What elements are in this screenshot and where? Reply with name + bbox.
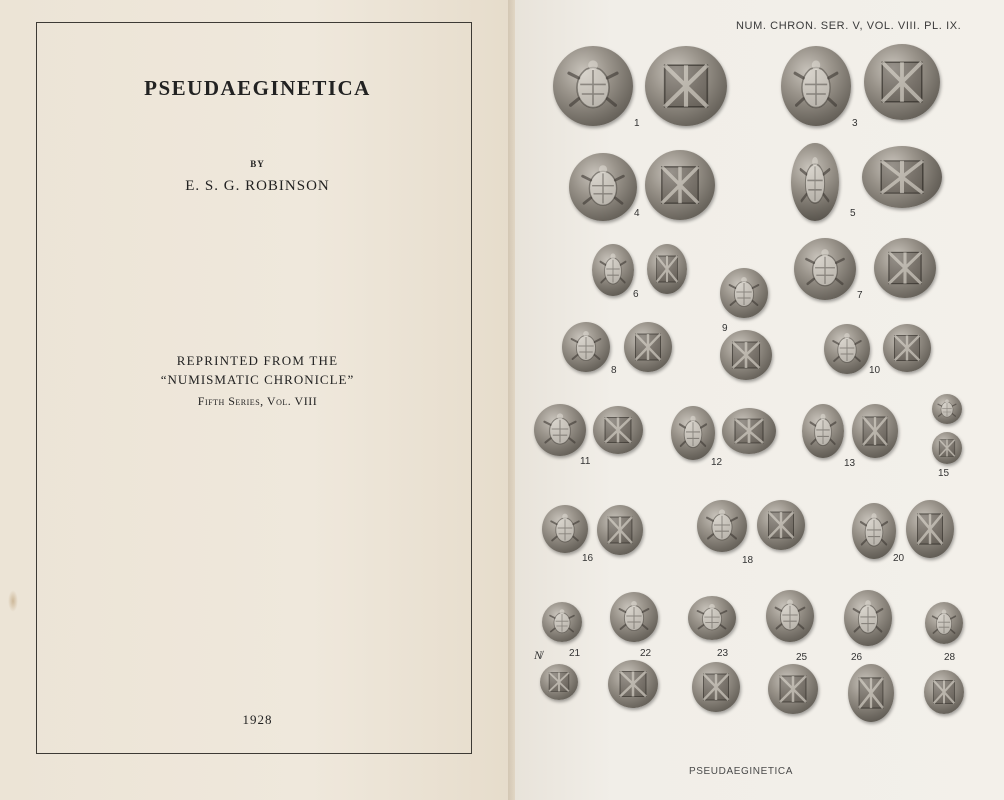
- coin-reverse-punch: [645, 46, 727, 126]
- coin-number-label: 13: [844, 458, 856, 469]
- coin-number-label: 26: [851, 652, 863, 663]
- coin-reverse-punch: [883, 324, 931, 372]
- coin-number-label: 11: [580, 456, 591, 467]
- gold-symbol: N̸: [534, 648, 543, 662]
- by-label: BY: [250, 159, 265, 169]
- plate-footer: PSEUDAEGINETICA: [689, 766, 794, 777]
- coin-reverse-punch: [608, 660, 658, 708]
- coin-reverse-punch: [597, 505, 643, 555]
- coin-number-label: 5: [850, 208, 856, 219]
- coin-obverse-turtle: [794, 238, 856, 300]
- coin-obverse-turtle: [542, 602, 582, 642]
- coin-reverse-punch: [720, 330, 772, 380]
- coin-reverse-punch: [848, 664, 894, 722]
- coin-reverse-punch: [722, 408, 776, 454]
- publication-year: 1928: [242, 712, 273, 727]
- coin-reverse-punch: [645, 150, 715, 220]
- coin-number-label: 23: [717, 648, 729, 659]
- coin-reverse-punch: [874, 238, 936, 298]
- coin-number-label: 1: [634, 118, 640, 129]
- coin-obverse-turtle: [562, 322, 610, 372]
- coin-obverse-turtle: [697, 500, 747, 552]
- coin-number-label: 16: [582, 553, 594, 564]
- coin-number-label: 7: [857, 290, 863, 301]
- coin-obverse-turtle: [688, 596, 736, 640]
- coin-reverse-punch: [692, 662, 740, 712]
- coin-number-label: 22: [640, 648, 652, 659]
- coin-number-label: 12: [711, 457, 723, 468]
- coin-reverse-punch: [647, 244, 687, 294]
- author-name: E. S. G. ROBINSON: [185, 178, 330, 194]
- coin-reverse-punch: [852, 404, 898, 458]
- coin-obverse-turtle: [542, 505, 588, 553]
- coin-number-label: 6: [633, 289, 639, 300]
- coin-number-label: 18: [742, 555, 754, 566]
- coin-obverse-turtle: [553, 46, 633, 126]
- coin-number-label: 9: [722, 323, 728, 334]
- coin-obverse-turtle: [569, 153, 637, 221]
- coin-obverse-turtle: [932, 394, 962, 424]
- coin-obverse-turtle: [534, 404, 586, 456]
- coin-number-label: 3: [852, 118, 858, 129]
- reprint-line-2: “NUMISMATIC CHRONICLE”: [160, 372, 355, 387]
- coin-obverse-turtle: [791, 143, 839, 221]
- coin-number-label: 25: [796, 652, 808, 663]
- reprint-line-1: REPRINTED FROM THE: [176, 353, 339, 368]
- coin-number-label: 4: [634, 208, 640, 219]
- coin-obverse-turtle: [852, 503, 896, 559]
- coin-obverse-turtle: [720, 268, 768, 318]
- book-title: PSEUDAEGINETICA: [144, 76, 371, 100]
- title-page-border: [36, 22, 472, 754]
- coin-reverse-punch: [906, 500, 954, 558]
- coin-reverse-punch: [924, 670, 964, 714]
- series-volume: Fifth Series, Vol. VIII: [197, 394, 318, 408]
- coin-reverse-punch: [864, 44, 940, 120]
- coin-reverse-punch: [540, 664, 578, 700]
- coin-number-label: 28: [944, 652, 956, 663]
- plate-header: NUM. CHRON. SER. V, VOL. VIII. PL. IX.: [736, 20, 962, 32]
- coin-obverse-turtle: [610, 592, 658, 642]
- coin-obverse-turtle: [766, 590, 814, 642]
- coin-obverse-turtle: [781, 46, 851, 126]
- coin-reverse-punch: [932, 432, 962, 464]
- coin-obverse-turtle: [824, 324, 870, 374]
- coin-reverse-punch: [757, 500, 805, 550]
- coin-number-label: 15: [938, 468, 950, 479]
- coin-reverse-punch: [624, 322, 672, 372]
- coin-obverse-turtle: [802, 404, 844, 458]
- coin-reverse-punch: [593, 406, 643, 454]
- coin-number-label: 20: [893, 553, 905, 564]
- coin-number-label: 21: [569, 648, 581, 659]
- coin-obverse-turtle: [592, 244, 634, 296]
- paper-stain: [8, 590, 18, 612]
- coin-obverse-turtle: [671, 406, 715, 460]
- reprint-line-3: [0, 394, 515, 409]
- coin-reverse-punch: [768, 664, 818, 714]
- coin-number-label: 10: [869, 365, 881, 376]
- coin-reverse-punch: [862, 146, 942, 208]
- coin-obverse-turtle: [925, 602, 963, 644]
- coin-obverse-turtle: [844, 590, 892, 646]
- coin-number-label: 8: [611, 365, 617, 376]
